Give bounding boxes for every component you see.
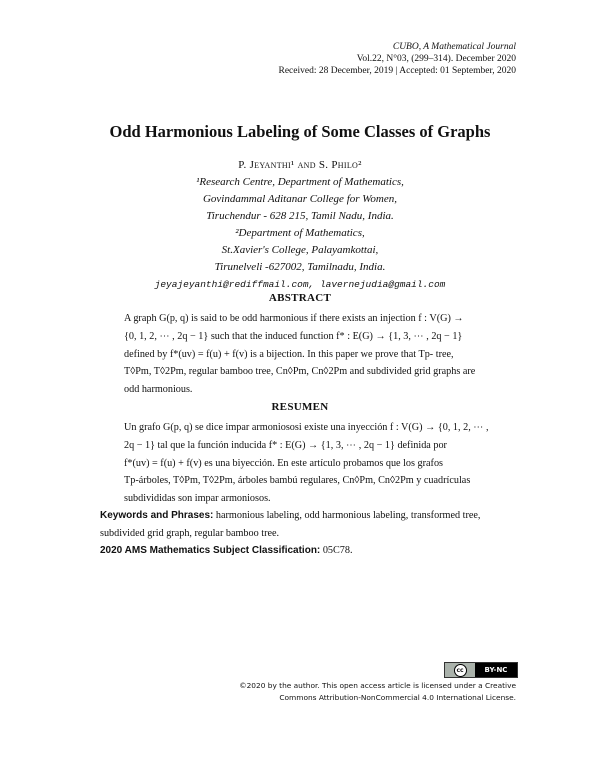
affiliation-line: Tirunelveli -627002, Tamilnadu, India.: [214, 261, 386, 273]
keywords: [100, 507, 520, 542]
author-names: P. Jeyanthi¹ and S. Philo²: [238, 159, 362, 171]
paper-title: Odd Harmonious Labeling of Some Classes of Graphs: [109, 122, 491, 141]
cc-logo-icon: cc: [445, 663, 475, 677]
license-notice: [216, 680, 516, 704]
journal-volume: Vol.22, N°03, (299–314). December 2020: [356, 54, 516, 64]
abstract-heading: ABSTRACT: [268, 292, 332, 304]
resumen-line: 2q − 1} tal que la función inducida f* : E(G) → {1, 3, ⋯ , 2q − 1} definida por: [124, 439, 447, 451]
resumen-line: Tp-árboles, T◊Pm, T◊2Pm, árboles bambú regulares, Cn◊Pm, Cn◊2Pm y cuadrículas: [124, 475, 471, 487]
ams-value: 05C78.: [322, 545, 353, 556]
resumen-heading: RESUMEN: [271, 401, 329, 413]
abstract-body: [124, 310, 491, 399]
license-line: ©2020 by the author. This open access article is licensed under a Creative: [239, 681, 516, 690]
ams-label: 2020 AMS Mathematics Subject Classification:: [100, 545, 321, 556]
abstract-line: T◊Pm, T◊2Pm, regular bamboo tree, Cn◊Pm, Cn◊2Pm and subdivided grid graphs are: [124, 366, 476, 378]
abstract-line: A graph G(p, q) is said to be odd harmonious if there exists an injection f : V(G) →: [124, 313, 464, 324]
resumen-line: Un grafo G(p, q) se dice impar armoniososi existe una inyección f : V(G) → {0, 1, 2, ⋯ ,: [124, 422, 489, 433]
affiliation-line: ¹Research Centre, Department of Mathematics,: [196, 176, 404, 188]
author-emails: jeyajeyanthi@rediffmail.com, lavernejudia@gmail.com: [154, 279, 446, 290]
license-line: Commons Attribution-NonCommercial 4.0 International License.: [279, 693, 516, 702]
affiliation-line: Govindammal Aditanar College for Women,: [202, 193, 398, 205]
resumen-line: f*(uv) = f(u) + f(v) es una biyección. En este artículo probamos que los grafos: [124, 457, 443, 469]
author-block: [0, 157, 600, 293]
resumen-body: [124, 419, 491, 508]
cc-by-nc-label: BY-NC: [475, 663, 517, 677]
cc-license-badge[interactable]: [444, 662, 518, 678]
affiliation-line: Tiruchendur - 628 215, Tamil Nadu, India.: [206, 210, 394, 222]
abstract-line: defined by f*(uv) = f(u) + f(v) is a bijection. In this paper we prove that Tp- tree,: [124, 348, 454, 360]
keywords-text: harmonious labeling, odd harmonious labeling, transformed tree, subdivided grid graph, regular bamboo tree.: [100, 510, 481, 539]
received-accepted-dates: Received: 28 December, 2019 | Accepted: 01 September, 2020: [278, 66, 516, 76]
affiliation-line: ²Department of Mathematics,: [235, 227, 365, 239]
journal-header: [278, 41, 516, 77]
resumen-line: subdivididas son impar armoniosos.: [124, 493, 271, 505]
journal-name: CUBO, A Mathematical Journal: [392, 42, 516, 52]
affiliation-line: St.Xavier's College, Palayamkottai,: [221, 244, 379, 256]
ams-classification: [100, 545, 353, 556]
keywords-label: Keywords and Phrases:: [100, 510, 214, 521]
abstract-line: odd harmonious.: [124, 384, 193, 396]
abstract-line: {0, 1, 2, ⋯ , 2q − 1} such that the induced function f* : E(G) → {1, 3, ⋯ , 2q − 1}: [124, 330, 463, 342]
